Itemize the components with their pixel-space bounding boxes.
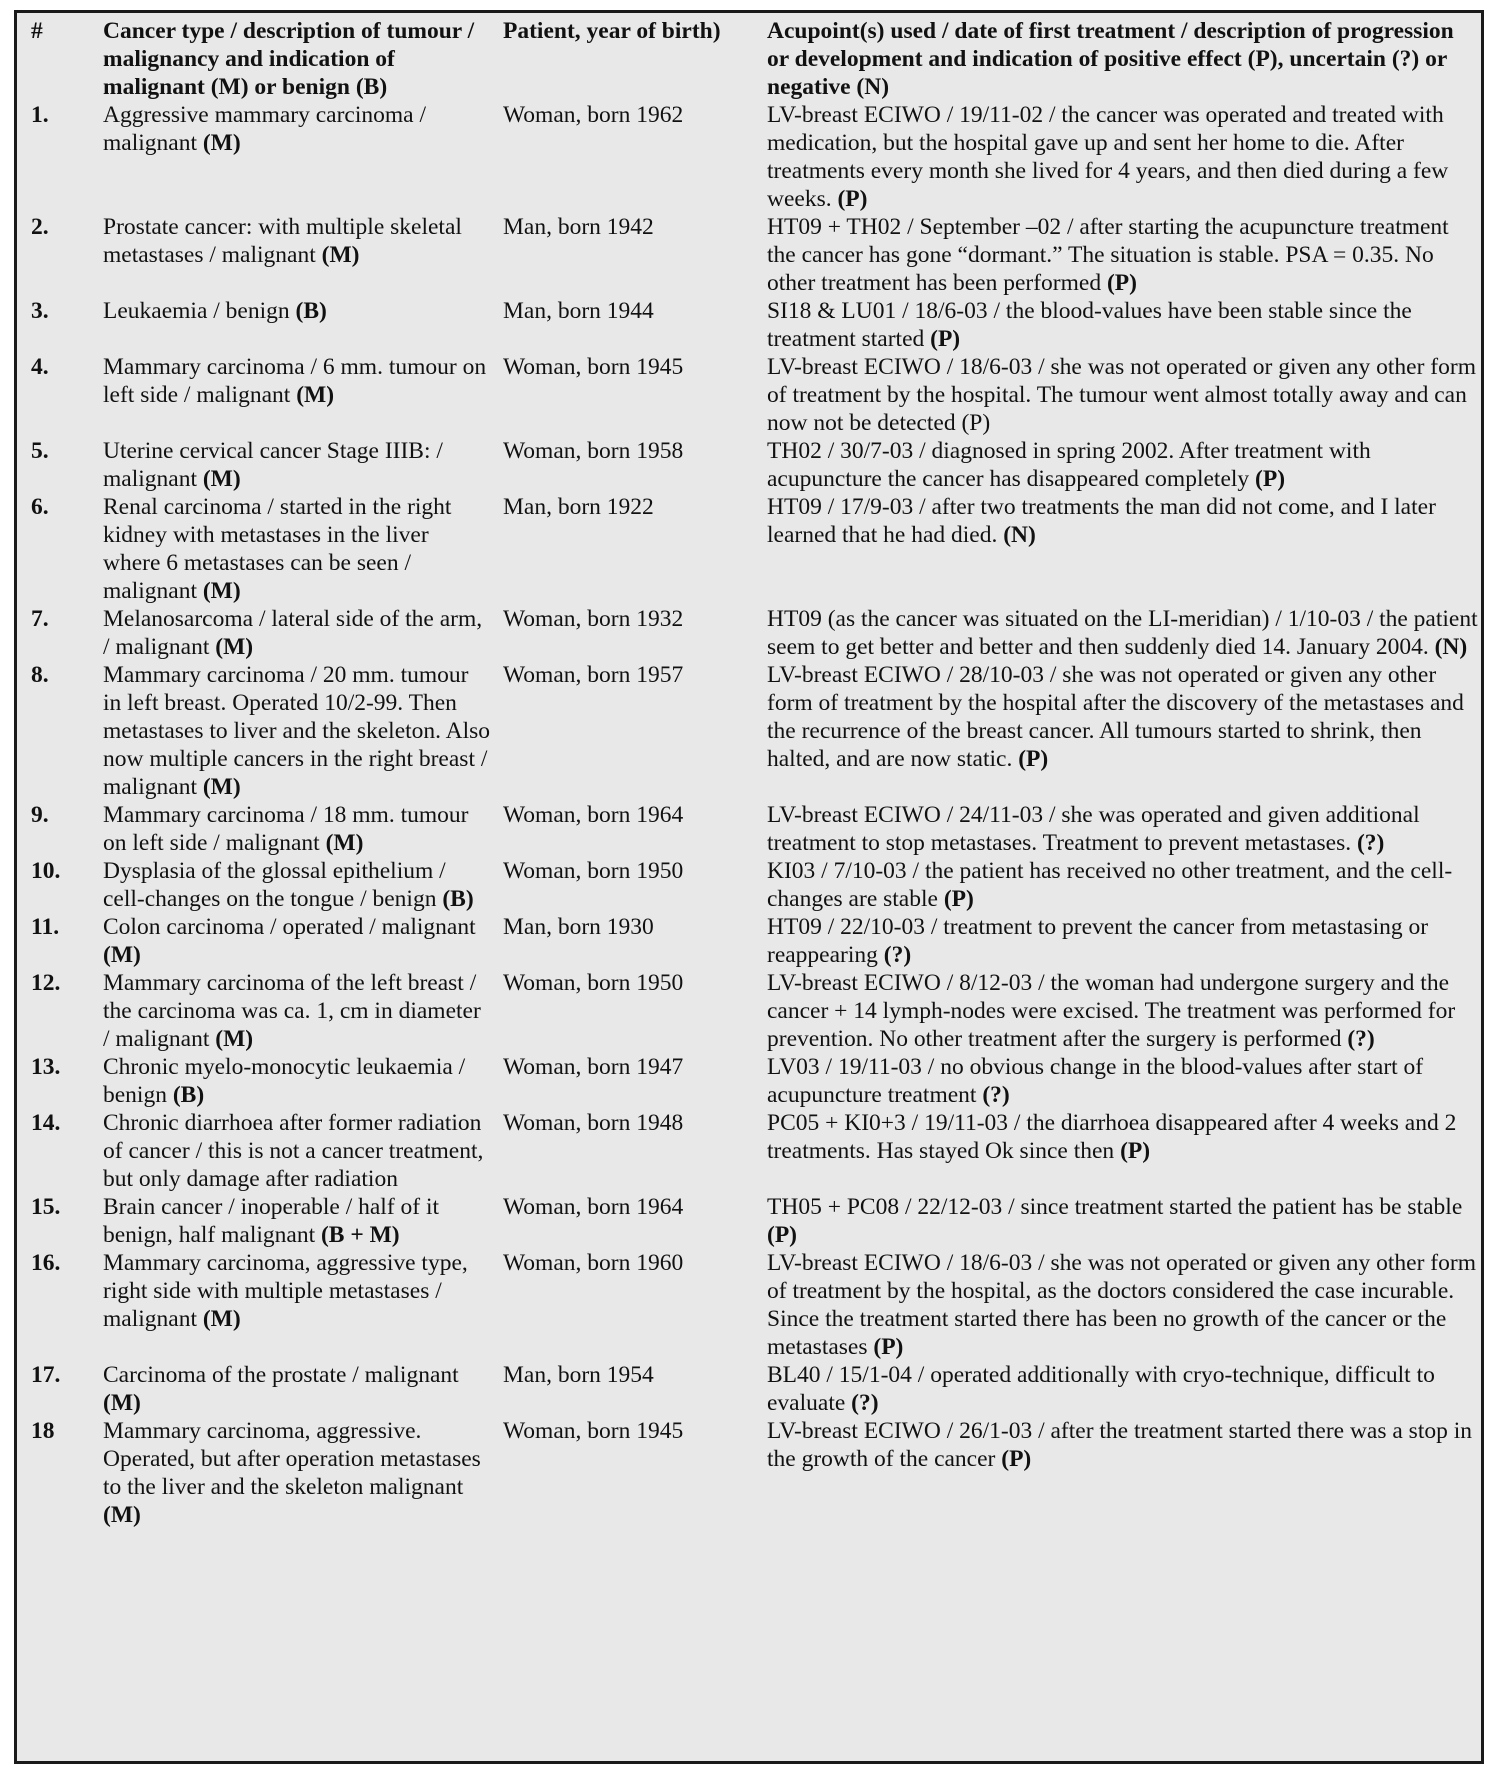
- row-number: 3.: [31, 298, 49, 324]
- patient-cell: Woman, born 1964: [503, 1194, 684, 1220]
- table-body: [31, 101, 1481, 1529]
- cancer-treatment-table: [31, 17, 1481, 1529]
- patient-cell: Woman, born 1960: [503, 1250, 684, 1276]
- malignancy-tag: (B + M): [320, 1222, 400, 1248]
- patient-cell: Woman, born 1950: [503, 858, 684, 884]
- effect-tag: (N): [1434, 634, 1468, 660]
- acupoint-cell: [767, 1053, 1481, 1109]
- row-number: 2.: [31, 214, 49, 240]
- table-row: [31, 1053, 1481, 1109]
- table-row: [31, 353, 1481, 437]
- cancer-type-text: Colon carcinoma / operated / malignant: [103, 914, 476, 940]
- table-row: [31, 1193, 1481, 1249]
- table-row: [31, 101, 1481, 213]
- acupoint-text: SI18 & LU01 / 18/6-03 / the blood-values have been stable since the treatment started: [767, 298, 1412, 352]
- acupoint-cell: [767, 605, 1481, 661]
- effect-tag: (?): [883, 942, 912, 968]
- cancer-type-cell: [103, 493, 503, 605]
- table-row: [31, 605, 1481, 661]
- cancer-type-cell: [103, 101, 503, 213]
- malignancy-tag: (M): [215, 634, 254, 660]
- patient-cell: Woman, born 1958: [503, 438, 684, 464]
- table-row: [31, 437, 1481, 493]
- acupoint-text: LV-breast ECIWO / 18/6-03 / she was not operated or given any other form of treatment by the hospital, as the doctors considered the case incurable. Since the treatment started there has been no growth of the cancer or the metastases: [767, 1250, 1476, 1360]
- patient-cell: Man, born 1954: [503, 1362, 654, 1388]
- patient-cell: Man, born 1922: [503, 494, 654, 520]
- table-row: [31, 1249, 1481, 1361]
- table-row: [31, 969, 1481, 1053]
- table-row: [31, 857, 1481, 913]
- patient-cell: Man, born 1942: [503, 214, 654, 240]
- effect-tag: (?): [982, 1082, 1010, 1108]
- effect-tag: (P): [873, 1334, 904, 1360]
- cancer-type-text: Mammary carcinoma / 6 mm. tumour on left side / malignant: [103, 354, 487, 408]
- acupoint-text: HT09 / 17/9-03 / after two treatments the man did not come, and I later learned that he had died.: [767, 494, 1436, 548]
- cancer-type-cell: [103, 1361, 503, 1417]
- cancer-type-cell: [103, 1109, 503, 1193]
- malignancy-tag: (M): [103, 1502, 141, 1528]
- cancer-type-text: Leukaemia / benign: [103, 298, 296, 324]
- cancer-type-cell: [103, 913, 503, 969]
- header-acupoints: Acupoint(s) used / date of first treatment / description of progression or development and indication of positive effect (P), uncertain (?) or negative (N): [767, 18, 1454, 100]
- malignancy-tag: (M): [296, 382, 335, 408]
- cancer-type-text: Prostate cancer: with multiple skeletal metastases / malignant: [103, 214, 462, 268]
- row-number: 6.: [31, 494, 49, 520]
- table-row: [31, 493, 1481, 605]
- cancer-type-text: Chronic diarrhoea after former radiation of cancer / this is not a cancer treatment, but only damage after radiation: [103, 1110, 484, 1192]
- cancer-type-cell: [103, 801, 503, 857]
- cancer-type-cell: [103, 353, 503, 437]
- cancer-type-text: Mammary carcinoma / 18 mm. tumour on left side / malignant: [103, 802, 469, 856]
- cancer-type-cell: [103, 437, 503, 493]
- effect-tag: (P): [930, 326, 961, 352]
- acupoint-cell: [767, 969, 1481, 1053]
- effect-tag: (P): [1018, 746, 1049, 772]
- malignancy-tag: (B): [295, 298, 327, 324]
- table-row: [31, 913, 1481, 969]
- table-header-row: [31, 17, 1481, 101]
- effect-tag: (?): [1347, 1026, 1375, 1052]
- acupoint-cell: [767, 661, 1481, 801]
- acupoint-cell: [767, 913, 1481, 969]
- cancer-type-text: Dysplasia of the glossal epithelium / cell-changes on the tongue / benign: [103, 858, 446, 912]
- acupoint-text: LV-breast ECIWO / 28/10-03 / she was not operated or given any other form of treatment by the hospital after the discovery of the metastases and the recurrence of the breast cancer. All tumours started to shrink, then halted, and are now static.: [767, 662, 1464, 772]
- patient-cell: Man, born 1930: [503, 914, 654, 940]
- cancer-type-text: Carcinoma of the prostate / malignant: [103, 1362, 459, 1388]
- row-number: 8.: [31, 662, 49, 688]
- patient-cell: Woman, born 1964: [503, 802, 684, 828]
- acupoint-text: LV-breast ECIWO / 8/12-03 / the woman had undergone surgery and the cancer + 14 lymph-nodes were excised. The treatment was performed for prevention. No other treatment after the surgery is performed: [767, 970, 1456, 1052]
- malignancy-tag: (M): [202, 1306, 241, 1332]
- acupoint-text: LV-breast ECIWO / 18/6-03 / she was not operated or given any other form of treatment by the hospital. The tumour went almost totally away and can now not be detected (P): [767, 354, 1476, 436]
- patient-cell: Woman, born 1932: [503, 606, 684, 632]
- effect-tag: (P): [1001, 1446, 1032, 1472]
- row-number: 17.: [31, 1362, 61, 1388]
- malignancy-tag: (B): [172, 1082, 205, 1108]
- malignancy-tag: (M): [325, 830, 364, 856]
- effect-tag: (P): [837, 186, 868, 212]
- row-number: 13.: [31, 1054, 61, 1080]
- patient-cell: Woman, born 1945: [503, 1418, 684, 1444]
- table-row: [31, 297, 1481, 353]
- acupoint-cell: [767, 1361, 1481, 1417]
- patient-cell: Woman, born 1950: [503, 970, 684, 996]
- table-frame: [14, 10, 1484, 1764]
- table-row: [31, 801, 1481, 857]
- acupoint-text: BL40 / 15/1-04 / operated additionally with cryo-technique, difficult to evaluate: [767, 1362, 1435, 1416]
- cancer-type-cell: [103, 661, 503, 801]
- row-number: 18: [31, 1418, 55, 1444]
- acupoint-cell: [767, 437, 1481, 493]
- cancer-type-cell: [103, 213, 503, 297]
- acupoint-text: LV-breast ECIWO / 19/11-02 / the cancer was operated and treated with medication, but the hospital gave up and sent her home to die. After treatments every month she lived for 4 years, and then died during a few weeks.: [767, 102, 1449, 212]
- cancer-type-text: Mammary carcinoma, aggressive type, right side with multiple metastases / malignant: [103, 1250, 468, 1332]
- acupoint-text: TH02 / 30/7-03 / diagnosed in spring 2002. After treatment with acupuncture the cancer has disappeared completely: [767, 438, 1371, 492]
- row-number: 1.: [31, 102, 49, 128]
- acupoint-cell: [767, 213, 1481, 297]
- cancer-type-text: Chronic myelo-monocytic leukaemia / benign: [103, 1054, 466, 1108]
- acupoint-cell: [767, 801, 1481, 857]
- effect-tag: (P): [1255, 466, 1286, 492]
- cancer-type-cell: [103, 1193, 503, 1249]
- acupoint-cell: [767, 1417, 1481, 1529]
- row-number: 4.: [31, 354, 49, 380]
- row-number: 9.: [31, 802, 49, 828]
- acupoint-text: KI03 / 7/10-03 / the patient has received no other treatment, and the cell-changes are stable: [767, 858, 1453, 912]
- acupoint-text: HT09 (as the cancer was situated on the LI-meridian) / 1/10-03 / the patient seem to get better and better and then suddenly died 14. January 2004.: [767, 606, 1478, 660]
- effect-tag: (?): [1356, 830, 1385, 856]
- cancer-type-cell: [103, 969, 503, 1053]
- acupoint-text: LV03 / 19/11-03 / no obvious change in the blood-values after start of acupuncture treatment: [767, 1054, 1424, 1108]
- cancer-type-cell: [103, 1053, 503, 1109]
- table-row: [31, 1109, 1481, 1193]
- cancer-type-text: Brain cancer / inoperable / half of it benign, half malignant: [103, 1194, 440, 1248]
- acupoint-text: PC05 + KI0+3 / 19/11-03 / the diarrhoea disappeared after 4 weeks and 2 treatments. Has stayed Ok since then: [767, 1110, 1457, 1164]
- cancer-type-text: Uterine cervical cancer Stage IIIB: / malignant: [103, 438, 443, 492]
- effect-tag: (P): [943, 886, 974, 912]
- cancer-type-text: Aggressive mammary carcinoma / malignant: [103, 102, 427, 156]
- malignancy-tag: (M): [321, 242, 360, 268]
- row-number: 5.: [31, 438, 49, 464]
- header-patient: Patient, year of birth): [503, 18, 721, 44]
- acupoint-text: HT09 + TH02 / September –02 / after starting the acupuncture treatment the cancer has gone “dormant.” The situation is stable. PSA = 0.35. No other treatment has been performed: [767, 214, 1449, 296]
- patient-cell: Woman, born 1957: [503, 662, 684, 688]
- row-number: 15.: [31, 1194, 61, 1220]
- cancer-type-text: Mammary carcinoma / 20 mm. tumour in left breast. Operated 10/2-99. Then metastases to liver and the skeleton. Also now multiple cancers in the right breast / malignant: [103, 662, 491, 800]
- malignancy-tag: (B): [442, 886, 474, 912]
- malignancy-tag: (M): [202, 774, 241, 800]
- acupoint-cell: [767, 857, 1481, 913]
- cancer-type-text: Mammary carcinoma, aggressive. Operated, but after operation metastases to the liver and the skeleton malignant: [103, 1418, 481, 1500]
- header-cancer-type: Cancer type / description of tumour / malignancy and indication of malignant (M) or benign (B): [103, 18, 475, 100]
- effect-tag: (P): [1106, 270, 1137, 296]
- cancer-type-cell: [103, 857, 503, 913]
- malignancy-tag: (M): [202, 130, 241, 156]
- patient-cell: Woman, born 1947: [503, 1054, 684, 1080]
- acupoint-cell: [767, 1249, 1481, 1361]
- effect-tag: (N): [1003, 522, 1036, 548]
- effect-tag: (P): [1120, 1138, 1151, 1164]
- effect-tag: (P): [767, 1222, 798, 1248]
- malignancy-tag: (M): [103, 1390, 141, 1416]
- patient-cell: Woman, born 1948: [503, 1110, 684, 1136]
- patient-cell: Man, born 1944: [503, 298, 654, 324]
- malignancy-tag: (M): [103, 942, 141, 968]
- cancer-type-text: Melanosarcoma / lateral side of the arm, / malignant: [103, 606, 483, 660]
- acupoint-text: LV-breast ECIWO / 26/1-03 / after the treatment started there was a stop in the growth of the cancer: [767, 1418, 1473, 1472]
- row-number: 7.: [31, 606, 49, 632]
- table-row: [31, 1361, 1481, 1417]
- cancer-type-cell: [103, 297, 503, 353]
- malignancy-tag: (M): [202, 466, 241, 492]
- row-number: 11.: [31, 914, 60, 940]
- acupoint-cell: [767, 1193, 1481, 1249]
- acupoint-cell: [767, 493, 1481, 605]
- table-row: [31, 1417, 1481, 1529]
- patient-cell: Woman, born 1945: [503, 354, 684, 380]
- cancer-type-text: Renal carcinoma / started in the right kidney with metastases in the liver where 6 metastases can be seen / malignant: [103, 494, 452, 604]
- cancer-type-cell: [103, 605, 503, 661]
- acupoint-text: HT09 / 22/10-03 / treatment to prevent the cancer from metastasing or reappearing: [767, 914, 1429, 968]
- acupoint-cell: [767, 297, 1481, 353]
- acupoint-cell: [767, 101, 1481, 213]
- acupoint-text: TH05 + PC08 / 22/12-03 / since treatment started the patient has be stable: [767, 1194, 1463, 1220]
- cancer-type-text: Mammary carcinoma of the left breast / the carcinoma was ca. 1, cm in diameter / malignant: [103, 970, 481, 1052]
- header-number: #: [31, 18, 43, 44]
- row-number: 10.: [31, 858, 61, 884]
- malignancy-tag: (M): [202, 578, 241, 604]
- effect-tag: (?): [851, 1390, 879, 1416]
- row-number: 16.: [31, 1250, 61, 1276]
- row-number: 12.: [31, 970, 61, 996]
- acupoint-cell: [767, 1109, 1481, 1193]
- table-row: [31, 213, 1481, 297]
- acupoint-text: LV-breast ECIWO / 24/11-03 / she was operated and given additional treatment to stop metastases. Treatment to prevent metastases.: [767, 802, 1420, 856]
- row-number: 14.: [31, 1110, 61, 1136]
- table-row: [31, 661, 1481, 801]
- patient-cell: Woman, born 1962: [503, 102, 684, 128]
- cancer-type-cell: [103, 1249, 503, 1361]
- acupoint-cell: [767, 353, 1481, 437]
- cancer-type-cell: [103, 1417, 503, 1529]
- malignancy-tag: (M): [215, 1026, 254, 1052]
